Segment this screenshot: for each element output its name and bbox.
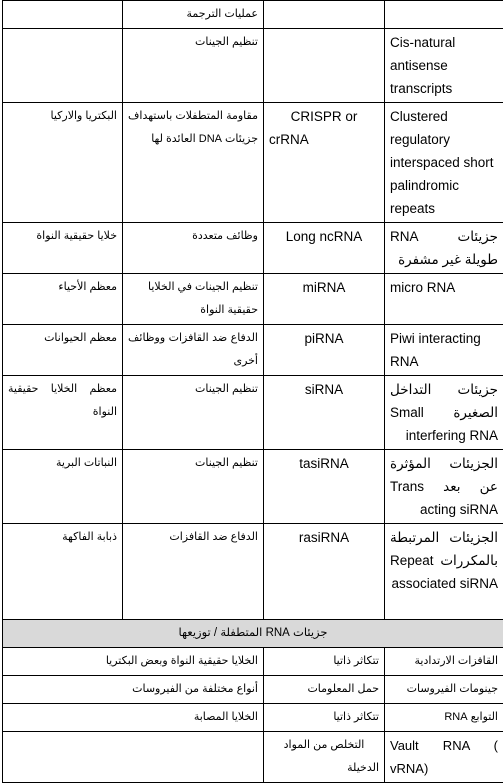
cell-name: Cis-natural antisense transcripts [385, 29, 503, 103]
cell-abbrev: CRISPR or crRNA [264, 103, 385, 223]
cell-distribution [3, 732, 264, 783]
cell-function: مقاومة المتطفلات باستهداف جزيئات DNA العائدة لها [123, 103, 264, 223]
rna-table [2, 0, 503, 783]
cell-name: Vault RNA ( vRNA) [385, 732, 503, 783]
table-row [3, 325, 503, 376]
table-row [3, 676, 503, 704]
cell-name: جينومات الفيروسات [385, 676, 503, 704]
cell-distribution: معظم الأحياء [3, 274, 123, 325]
section-header: جزيئات RNA المتطفلة / توزيعها [3, 620, 503, 648]
cell-abbrev: piRNA [264, 325, 385, 376]
cell-distribution [3, 1, 123, 29]
cell-name: الجزيئات المرتبطة بالمكررات Repeat associated siRNA [385, 524, 503, 620]
cell-name [385, 1, 503, 29]
cell-abbrev: rasiRNA [264, 524, 385, 620]
table-row [3, 704, 503, 732]
cell-distribution: الخلايا المصابة [3, 704, 264, 732]
cell-abbrev: miRNA [264, 274, 385, 325]
table-row [3, 274, 503, 325]
cell-distribution: ذبابة الفاكهة [3, 524, 123, 620]
cell-distribution: أنواع مختلفة من الفيروسات [3, 676, 264, 704]
cell-function: عمليات الترجمة [123, 1, 264, 29]
table-row [3, 732, 503, 783]
cell-name: Piwi interacting RNA [385, 325, 503, 376]
cell-abbrev [264, 29, 385, 103]
cell-function: الدفاع ضد القافزات [123, 524, 264, 620]
table-row [3, 524, 503, 620]
cell-abbrev [264, 1, 385, 29]
cell-function: تتكاثر ذاتيا [264, 648, 385, 676]
cell-function: تنظيم الجينات [123, 376, 264, 450]
cell-function: التخلص من المواد الدخيلة [264, 732, 385, 783]
cell-distribution: النباتات البرية [3, 450, 123, 524]
cell-distribution: الخلايا حقيقية النواة وبعض البكتريا [3, 648, 264, 676]
cell-abbrev: tasiRNA [264, 450, 385, 524]
cell-name: القافزات الارتدادية [385, 648, 503, 676]
cell-function: تنظيم الجينات في الخلايا حقيقية النواة [123, 274, 264, 325]
cell-function: تتكاثر ذاتيا [264, 704, 385, 732]
cell-function: حمل المعلومات [264, 676, 385, 704]
cell-function: تنظيم الجينات [123, 29, 264, 103]
table-row [3, 223, 503, 274]
cell-function: الدفاع ضد القافزات ووظائف أخرى [123, 325, 264, 376]
table-row [3, 648, 503, 676]
table-row [3, 376, 503, 450]
cell-function: وظائف متعددة [123, 223, 264, 274]
cell-name: الجزيئات المؤثرة عن بعد Trans acting siRNA [385, 450, 503, 524]
table-row [3, 103, 503, 223]
table-row [3, 1, 503, 29]
cell-name: جزيئات التداخل الصغيرة Small interfering RNA [385, 376, 503, 450]
cell-name: التوابع RNA [385, 704, 503, 732]
cell-distribution: معظم الخلايا حقيقية النواة [3, 376, 123, 450]
cell-abbrev: siRNA [264, 376, 385, 450]
section-header-row [3, 620, 503, 648]
cell-abbrev: Long ncRNA [264, 223, 385, 274]
cell-distribution: البكتريا والاركيا [3, 103, 123, 223]
table-row [3, 29, 503, 103]
cell-name: Clustered regulatory interspaced short palindromic repeats [385, 103, 503, 223]
cell-name: micro RNA [385, 274, 503, 325]
cell-name: جزيئات RNA طويلة غير مشفرة [385, 223, 503, 274]
cell-distribution: خلايا حقيقية النواة [3, 223, 123, 274]
cell-function: تنظيم الجينات [123, 450, 264, 524]
table-row [3, 450, 503, 524]
cell-distribution: معظم الحيوانات [3, 325, 123, 376]
cell-distribution [3, 29, 123, 103]
